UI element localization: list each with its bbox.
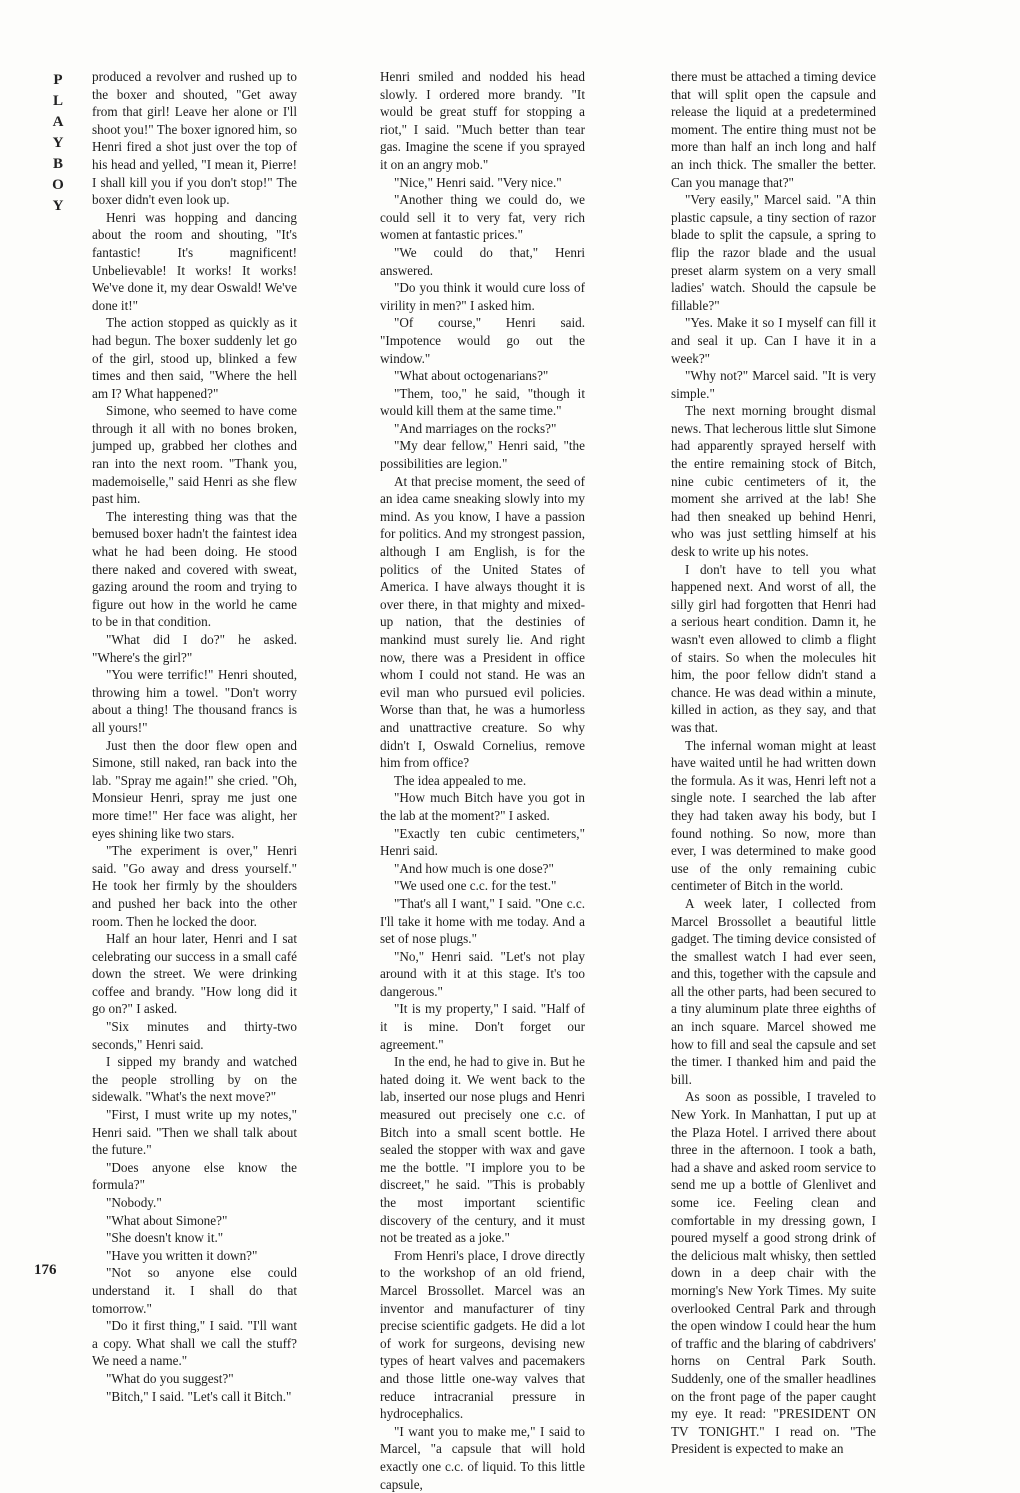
paragraph: produced a revolver and rushed up to the boxer and shouted, "Get away from that girl! Leave her alone or I'll shoot you!" The boxer ignored him, so Henri fired a shot just over the top of his head and yelled, "I mean it, Pierre! I shall kill you if you don't stop!" The boxer didn't even look up. (92, 69, 297, 208)
masthead-letter: P (53, 72, 63, 88)
text-column-2 (380, 68, 585, 1493)
paragraph: "We used one c.c. for the test." (394, 878, 557, 894)
paragraph: At that precise moment, the seed of an idea came sneaking slowly into my mind. As you know, I have a passion for politics. And my strongest passion, although I am English, is for the politics of the United States of America. I have always thought it is over there, in that mighty and mixed-up nation, that the destinies of mankind must surely lie. And right now, there was a President in office whom I could not stand. He was an evil man who pursued evil policies. Worse than that, he was a humorless and unattractive creature. So why didn't I, Oswald Cornelius, remove him from office? (380, 473, 585, 771)
paragraph: In the end, he had to give in. But he hated doing it. We went back to the lab, inserted our nose plugs and Henri measured out precisely one c.c. of Bitch into a small scent bottle. He sealed the stopper with wax and gave me the bottle. "I implore you to be discreet," he said. "This is probably the most important scientific discovery of the century, and it must not be treated as a joke." (380, 1054, 585, 1246)
masthead-letter: O (52, 177, 64, 193)
paragraph: From Henri's place, I drove directly to the workshop of an old friend, Marcel Brossollet. Marcel was an inventor and manufacturer of tiny precise scientific gadgets. He did a lot of work for surgeons, devising new types of heart valves and pacemakers and those little one-way valves that reduce intracranial pressure in hydrocephalics. (380, 1247, 585, 1422)
paragraph: Simone, who seemed to have come through it all with no bones broken, jumped up, grabbed her clothes and ran into the next room. "Thank you, mademoiselle," said Henri as she flew past him. (92, 403, 297, 507)
paragraph: "Not so anyone else could understand it. I shall do that tomorrow." (92, 1265, 297, 1316)
masthead-letter: B (52, 156, 63, 172)
paragraph: "And marriages on the rocks?" (394, 420, 557, 436)
paragraph: "Why not?" Marcel said. "It is very simple." (671, 368, 876, 401)
paragraph: "Does anyone else know the formula?" (92, 1159, 297, 1193)
paragraph: "No," Henri said. "Let's not play around with it at this stage. It's too dangerous." (380, 948, 585, 999)
paragraph: The interesting thing was that the bemused boxer hadn't the faintest idea what he had been doing. He stood there naked and covered with sweat, gazing around the room and trying to figure out how in the world he came to be in that condition. (92, 508, 297, 630)
text-column-3 (671, 68, 876, 1458)
paragraph: "Exactly ten cubic centimeters," Henri said. (380, 825, 585, 859)
paragraph: Half an hour later, Henri and I sat celebrating our success in a small café down the street. We were drinking coffee and brandy. "How long did it go on?" I asked. (92, 931, 297, 1017)
paragraph: "And how much is one dose?" (394, 860, 554, 876)
paragraph: "You were terrific!" Henri shouted, throwing him a towel. "Don't worry about a thing! The thousand francs is all yours!" (92, 667, 297, 735)
paragraph: "First, I must write up my notes," Henri said. "Then we shall talk about the future." (92, 1107, 297, 1158)
paragraph: "Six minutes and thirty-two seconds," Henri said. (92, 1019, 297, 1052)
paragraph: The infernal woman might at least have waited until he had written down the formula. As it was, Henri left not a single note. I searched the lab after they had taken away his body, but I found nothing. So now, more than ever, I was determined to make good use of the only remaining cubic centimeter of Bitch in the world. (671, 737, 876, 894)
paragraph: "Do you think it would cure loss of virility in men?" I asked him. (380, 280, 585, 313)
paragraph: "Do it first thing," I said. "I'll want a copy. What shall we call the stuff? We need a name." (92, 1318, 297, 1369)
text-column-1 (92, 68, 297, 1405)
paragraph: "What did I do?" he asked. "Where's the girl?" (92, 632, 297, 665)
paragraph: "Them, too," he said, "though it would kill them at the same time." (380, 385, 585, 419)
masthead-letter: Y (52, 135, 64, 151)
paragraph: "The experiment is over," Henri said. "Go away and dress yourself." He took her firmly by the shoulders and pushed her back into the other room. Then he locked the door. (92, 843, 297, 929)
masthead-letter: A (52, 114, 64, 130)
paragraph: "Have you written it down?" (106, 1247, 258, 1263)
paragraph: "What about octogenarians?" (394, 368, 549, 384)
paragraph: "Bitch," I said. "Let's call it Bitch." (106, 1388, 292, 1404)
paragraph: "Very easily," Marcel said. "A thin plastic capsule, a tiny section of razor blade to split the capsule, a spring to flip the razor blade and the usual preset alarm system on a very small ladies' watch. Should the capsule be fillable?" (671, 192, 876, 313)
paragraph: I sipped my brandy and watched the people strolling by on the sidewalk. "What's the next move?" (92, 1054, 297, 1105)
paragraph: "What do you suggest?" (106, 1370, 234, 1386)
paragraph: The idea appealed to me. (394, 772, 527, 788)
magazine-masthead-vertical (46, 70, 70, 217)
paragraph: "It is my property," I said. "Half of it is mine. Don't forget our agreement." (380, 1001, 585, 1052)
paragraph: "We could do that," Henri answered. (380, 244, 585, 278)
paragraph: "Nice," Henri said. "Very nice." (394, 174, 562, 190)
paragraph: Just then the door flew open and Simone, still naked, ran back into the lab. "Spray me again!" she cried. "Oh, Monsieur Henri, spray me just one more time!" Her face was alight, her eyes shining like two stars. (92, 737, 297, 841)
masthead-letter: L (52, 93, 63, 109)
paragraph: there must be attached a timing device that will split open the capsule and release the liquid at a predetermined moment. The entire thing must not be more than half an inch long and half an inch thick. The smaller the better. Can you manage that?" (671, 69, 876, 190)
paragraph: The action stopped as quickly as it had begun. The boxer suddenly let go of the girl, stood up, blinked a few times and then said, "Where the hell am I? What happened?" (92, 315, 297, 401)
paragraph: The next morning brought dismal news. That lecherous little slut Simone had apparently sprayed herself with the entire remaining stock of Bitch, nine cubic centimeters of it, the moment she arrived at the lab! She had then sneaked up behind Henri, who was just settling himself at his desk to write up his notes. (671, 403, 876, 560)
paragraph: "Of course," Henri said. "Impotence would go out the window." (380, 315, 585, 366)
paragraph: Henri smiled and nodded his head slowly. I ordered more brandy. "It would be great stuff for stopping a riot," I said. "Much better than tear gas. Imagine the scene if you sprayed it on an angry mob." (380, 69, 585, 172)
masthead-letter: Y (52, 198, 64, 214)
paragraph: "My dear fellow," Henri said, "the possibilities are legion." (380, 438, 585, 472)
paragraph: "Nobody." (106, 1195, 162, 1210)
page-number: 176 (34, 1262, 57, 1278)
paragraph: "I want you to make me," I said to Marcel, "a capsule that will hold exactly one c.c. of liquid. To this little capsule, (380, 1423, 585, 1492)
paragraph: "Yes. Make it so I myself can fill it and seal it up. Can I have it in a week?" (671, 315, 876, 366)
paragraph: I don't have to tell you what happened next. And worst of all, the silly girl had forgotten that Henri had a serious heart condition. Damn it, he wasn't even allowed to climb a flight of stairs. So when the molecules hit him, the poor fellow didn't stand a chance. He was dead within a minute, killed in action, as they say, and that was that. (671, 561, 876, 735)
paragraph: Henri was hopping and dancing about the room and shouting, "It's fantastic! It's magnificent! Unbelievable! It works! It works! We've done it, my dear Oswald! We've done it!" (92, 209, 297, 313)
paragraph: "That's all I want," I said. "One c.c. I'll take it home with me today. And a set of nose plugs." (380, 895, 585, 947)
paragraph: "What about Simone?" (106, 1212, 228, 1228)
paragraph: A week later, I collected from Marcel Brossollet a beautiful little gadget. The timing device consisted of the smallest watch I had ever seen, and this, together with the capsule and all the other parts, had been secured to a tiny aluminum plate three eighths of an inch square. Marcel showed me how to fill and seal the capsule and set the timer. I thanked him and paid the bill. (671, 895, 876, 1087)
paragraph: "How much Bitch have you got in the lab at the moment?" I asked. (380, 790, 585, 823)
paragraph: "Another thing we could do, we could sell it to very fat, very rich women at fantastic prices." (380, 192, 585, 243)
paragraph: "She doesn't know it." (106, 1230, 224, 1246)
paragraph: As soon as possible, I traveled to New York. In Manhattan, I put up at the Plaza Hotel. I arrived there about three in the afternoon. I took a bath, had a shave and asked room service to send me up a bottle of Glenlivet and some ice. Feeling clean and comfortable in my dressing gown, I poured myself a good strong drink of the delicious malt whisky, then settled down in a deep chair with the morning's New York Times. My suite overlooked Central Park and through the open window I could hear the hum of traffic and the blaring of cabdrivers' horns on Central Park South. Suddenly, one of the smaller headlines on the front page of the paper caught my eye. It read: "PRESIDENT ON TV TONIGHT." I read on. "The President is expected to make an (671, 1089, 876, 1457)
